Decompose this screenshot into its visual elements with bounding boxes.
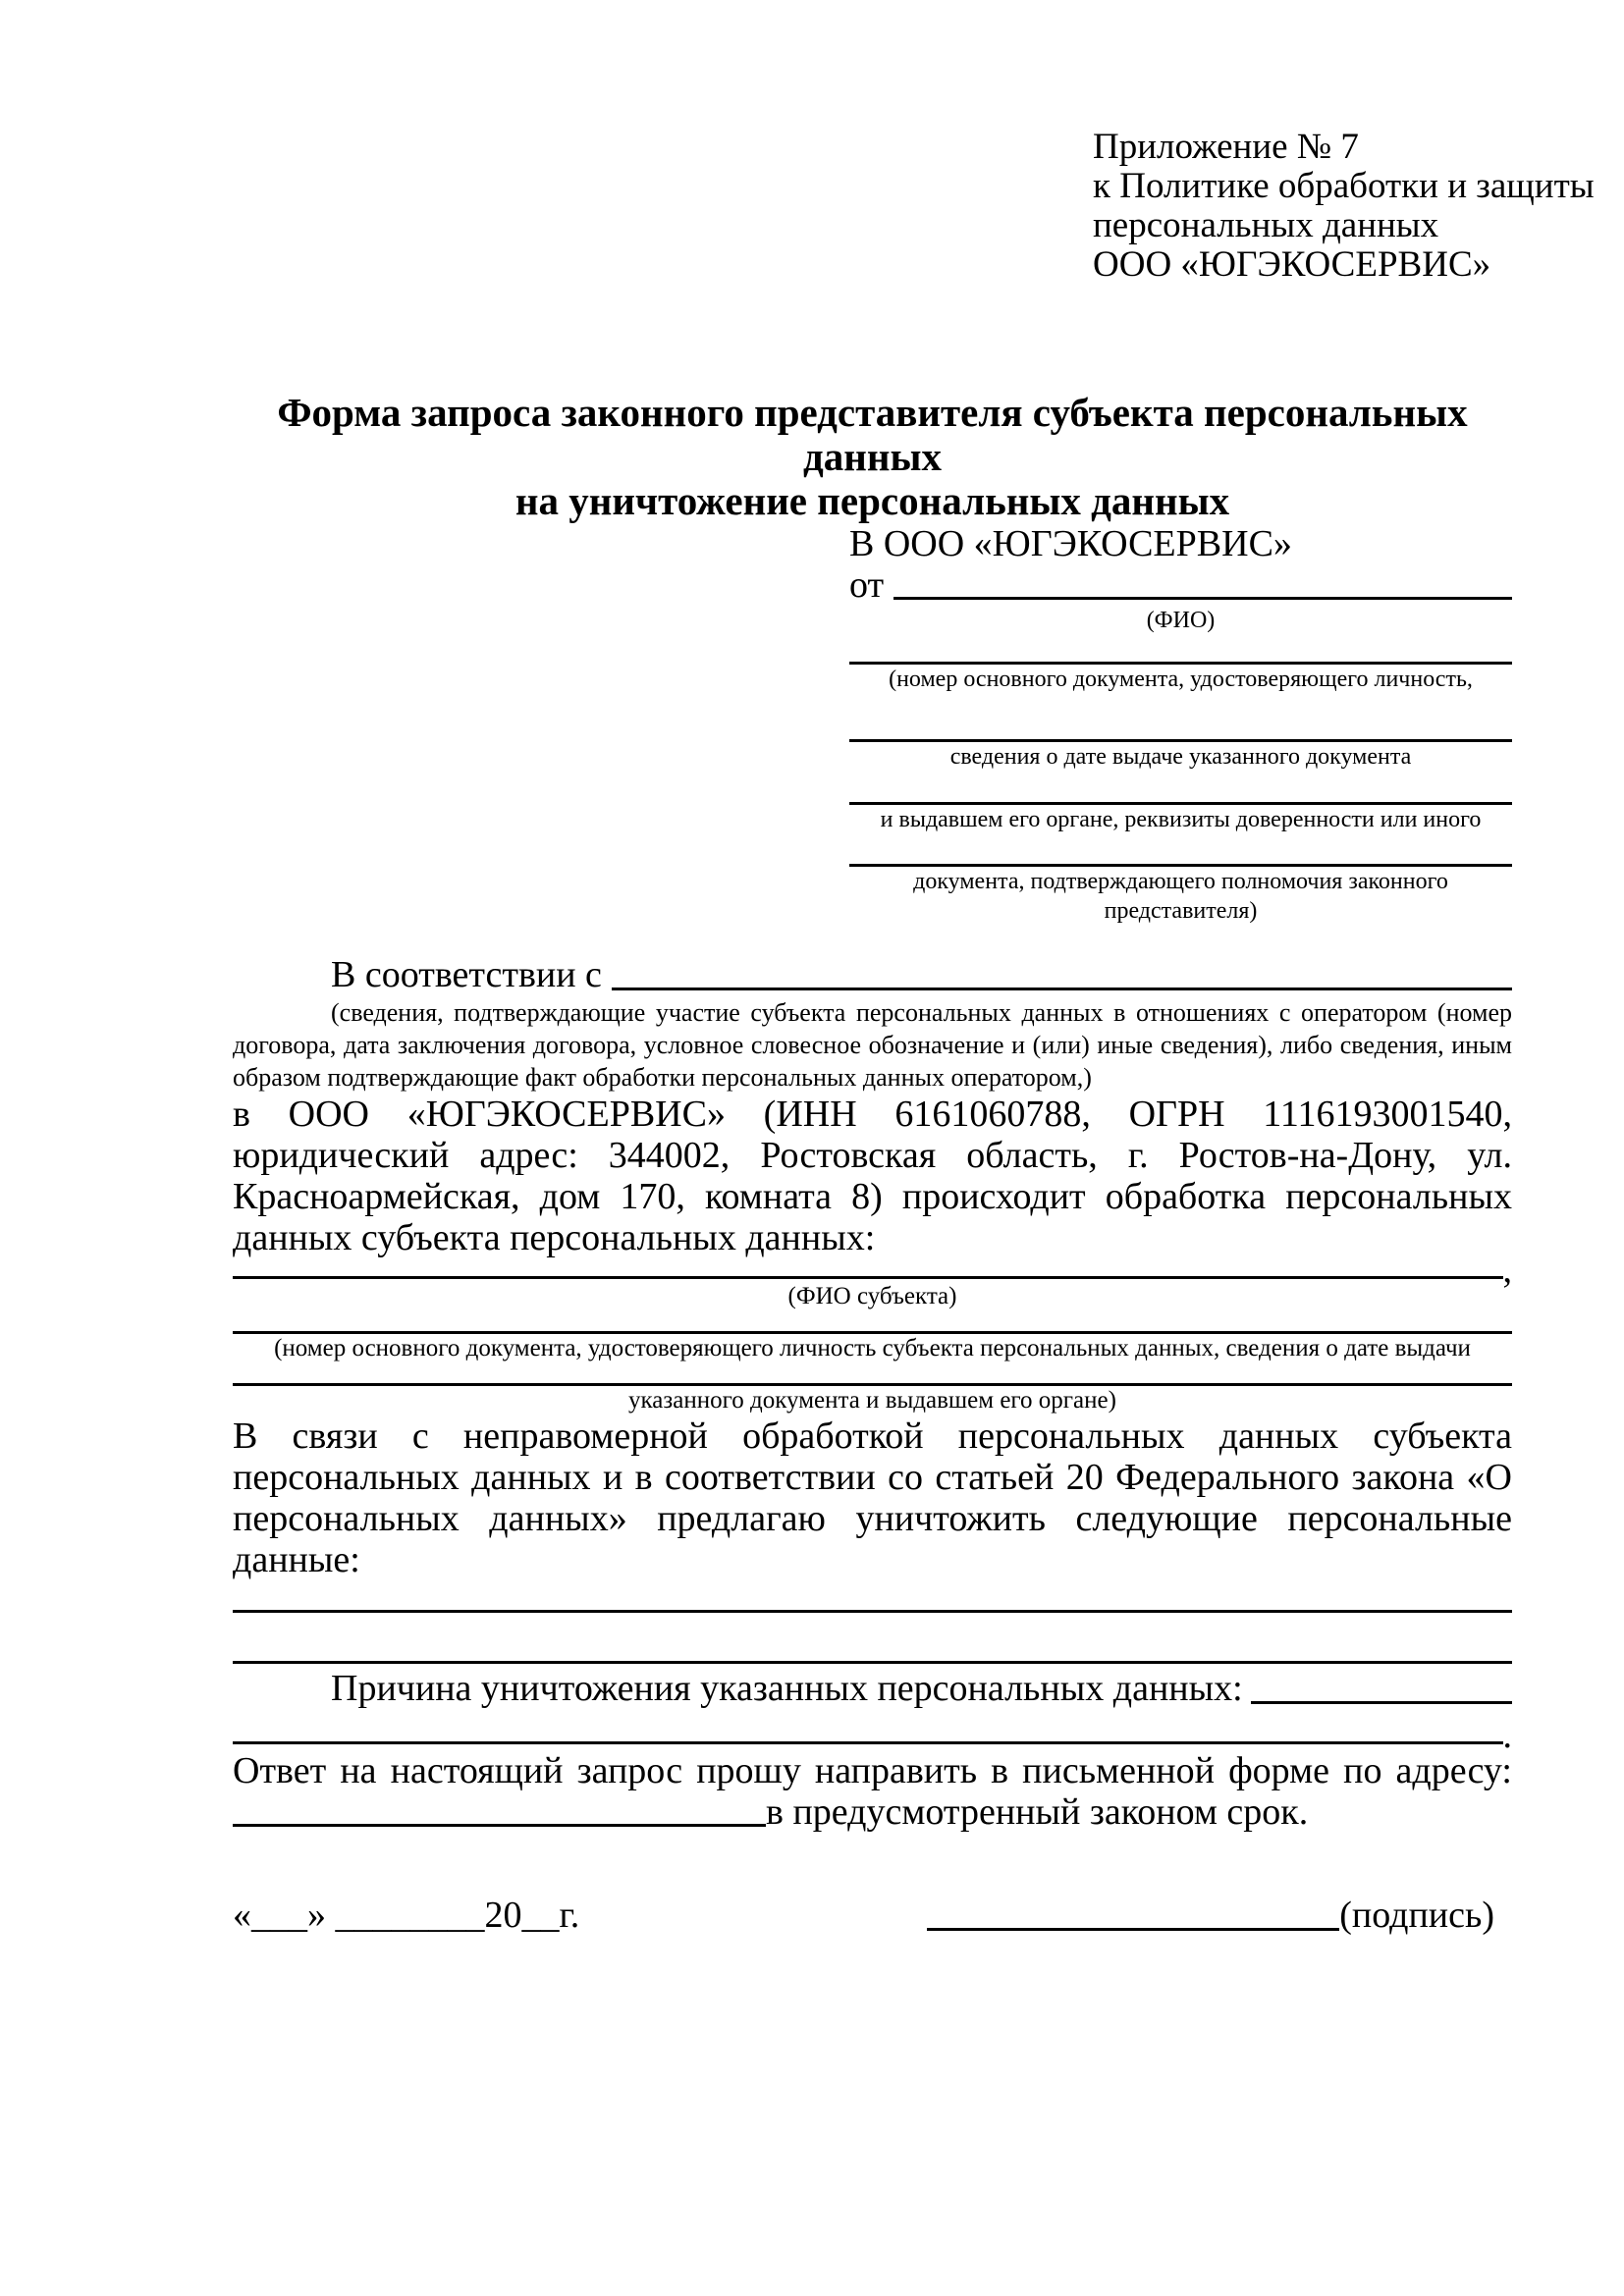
footer-row (233, 1894, 1512, 1937)
document-title (233, 391, 1512, 523)
signature-blank-line (927, 1928, 1339, 1931)
subject-fio-caption: (ФИО субъекта) (787, 1283, 957, 1309)
reply-paragraph: Ответ на настоящий запрос прошу направить в письменной форме по адресу: (233, 1750, 1512, 1791)
reply-tail: в предусмотренный законом срок. (766, 1791, 1309, 1833)
reason-row (233, 1667, 1512, 1710)
blank-field-caption: и выдавшем его органе, реквизиты доверенности или иного (880, 807, 1482, 832)
annex-line: к Политике обработки и защиты (1093, 166, 1595, 206)
reason-lead: Причина уничтожения указанных персональных данных: (331, 1668, 1243, 1709)
subject-fio-blank-line (233, 1276, 1503, 1279)
reason-blank-line (1251, 1701, 1512, 1704)
subject-doc-caption: указанного документа и выдавшем его органе) (628, 1387, 1116, 1414)
demand-paragraph: В связи с неправомерной обработкой персональных данных субъекта персональных данных и в соответствии со статьей 20 Федерального закона «О персональных данных» предлагаю уничтожить следующие персональные данные: (233, 1415, 1512, 1580)
signature-caption: (подпись) (1339, 1895, 1494, 1936)
from-label: от (849, 564, 885, 606)
addressee-block (849, 523, 1512, 926)
blank-field-caption: сведения о дате выдаче указанного документа (949, 744, 1412, 770)
annex-line: ООО «ЮГЭКОСЕРВИС» (1093, 244, 1491, 285)
reply-tail-row (233, 1791, 1512, 1833)
annex-line: Приложение № 7 (1093, 127, 1359, 167)
signature-group (927, 1894, 1494, 1937)
accordance-row (233, 953, 1512, 996)
reason-continuation-row (233, 1715, 1512, 1756)
blank-field-caption: документа, подтверждающего полномочия законного представителя) (913, 869, 1448, 924)
blank-field-caption: (номер основного документа, удостоверяющего личность, (889, 667, 1473, 692)
reason-continuation-line (233, 1741, 1503, 1744)
annex-line: персональных данных (1093, 205, 1439, 245)
accordance-note: (сведения, подтверждающие участие субъекта персональных данных в отношениях с оператором (номер договора, дата заключения договора, условное словесное обозначение и (или) иные сведения), либо сведения, иным образом подтверждающие факт обработки персональных данных оператором,) (233, 998, 1512, 1092)
title-line-2: на уничтожение персональных данных (514, 478, 1230, 523)
reply-address-blank-line (233, 1824, 766, 1827)
data-blank-line (233, 1610, 1512, 1613)
organization-line: В ООО «ЮГЭКОСЕРВИС» (849, 523, 1292, 564)
date-field: «___» ________20__г. (233, 1895, 580, 1936)
annex-block (1093, 127, 1595, 285)
comma-suffix: , (1502, 1250, 1512, 1291)
title-line-1: Форма запроса законного представителя субъекта персональных данных (277, 390, 1468, 479)
accordance-lead: В соответствии с (331, 954, 602, 995)
fio-caption: (ФИО) (1146, 608, 1216, 633)
operator-paragraph: в ООО «ЮГЭКОСЕРВИС» (ИНН 6161060788, ОГРН 1116193001540, юридический адрес: 344002, Ростовская область, г. Ростов-на-Дону, ул. Красноармейская, дом 170, комната 8) происходит обработка персональных данных субъекта персональных данных: (233, 1094, 1512, 1258)
subject-doc-caption: (номер основного документа, удостоверяющего личность субъекта персональных данных, сведения о дате выдачи (274, 1335, 1471, 1362)
data-blank-line (233, 1661, 1512, 1664)
accordance-blank-line (612, 988, 1512, 990)
from-blank-line (893, 597, 1512, 600)
from-row (849, 564, 1512, 606)
period-suffix: . (1502, 1715, 1512, 1756)
subject-fio-blank-row (233, 1250, 1512, 1291)
